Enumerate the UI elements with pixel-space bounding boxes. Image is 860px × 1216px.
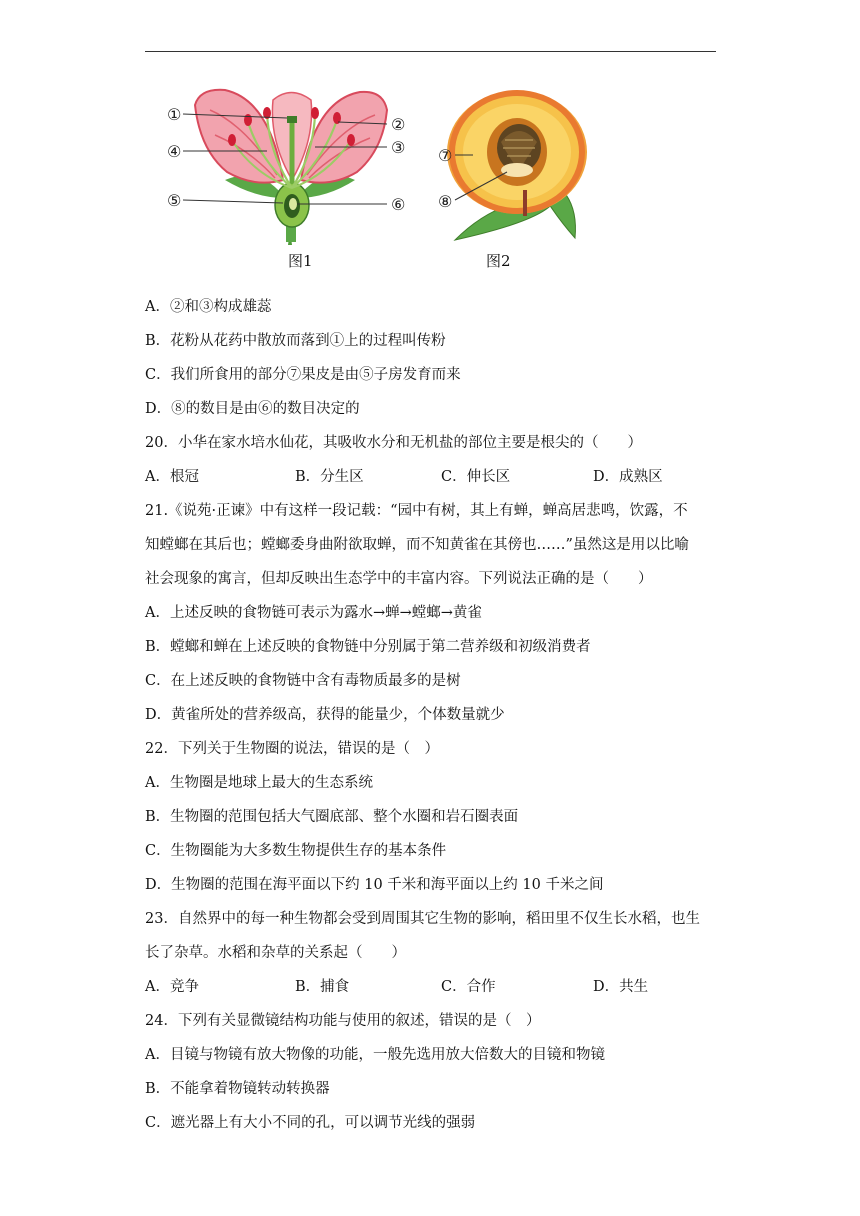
label-1: ① xyxy=(167,105,182,124)
flower-fruit-diagram xyxy=(155,80,595,280)
flower-figure xyxy=(183,90,387,245)
q20-option-a: A．根冠 xyxy=(145,469,199,485)
q19-option-d: D．⑧的数目是由⑥的数目决定的 xyxy=(145,401,360,417)
q21-option-d: D．黄雀所处的营养级高，获得的能量少，个体数量就少 xyxy=(145,707,505,723)
q20-options xyxy=(145,467,705,487)
header-rule xyxy=(145,51,716,52)
q20-option-c: C．伸长区 xyxy=(441,469,511,485)
q20-option-d: D．成熟区 xyxy=(593,469,663,485)
q23-stem-line-1: 23．自然界中的每一种生物都会受到周围其它生物的影响，稻田里不仅生长水稻，也生 xyxy=(145,911,700,927)
label-4: ④ xyxy=(167,142,182,161)
fruit-figure xyxy=(447,90,587,240)
label-7: ⑦ xyxy=(438,146,453,165)
q22-stem: 22．下列关于生物圈的说法，错误的是（ ） xyxy=(145,741,439,757)
q21-stem-line-3: 社会现象的寓言，但却反映出生态学中的丰富内容。下列说法正确的是（ ） xyxy=(145,571,653,587)
q23-option-d: D．共生 xyxy=(593,979,649,995)
q23-option-b: B．捕食 xyxy=(295,979,350,995)
label-2: ② xyxy=(391,115,406,134)
q21-stem-line-1: 21.《说苑·正谏》中有这样一段记载：“园中有树，其上有蝉，蝉高居悲鸣，饮露，不 xyxy=(145,503,688,519)
q23-stem-line-2: 长了杂草。水稻和杂草的关系起（ ） xyxy=(145,945,406,961)
q19-option-b: B．花粉从花药中散放而落到①上的过程叫传粉 xyxy=(145,333,446,349)
q23-option-a: A．竞争 xyxy=(145,979,199,995)
figure-2-caption: 图2 xyxy=(486,252,511,270)
q24-option-c: C．遮光器上有大小不同的孔，可以调节光线的强弱 xyxy=(145,1115,476,1131)
q20-option-b: B．分生区 xyxy=(295,469,364,485)
q19-option-c: C．我们所食用的部分⑦果皮是由⑤子房发育而来 xyxy=(145,367,461,383)
q22-option-c: C．生物圈能为大多数生物提供生存的基本条件 xyxy=(145,843,447,859)
q22-option-b: B．生物圈的范围包括大气圈底部、整个水圈和岩石圈表面 xyxy=(145,809,519,825)
q22-option-a: A．生物圈是地球上最大的生态系统 xyxy=(145,775,373,791)
label-6: ⑥ xyxy=(391,195,406,214)
q24-stem: 24．下列有关显微镜结构功能与使用的叙述，错误的是（ ） xyxy=(145,1013,541,1029)
q22-option-d: D．生物圈的范围在海平面以下约 10 千米和海平面以上约 10 千米之间 xyxy=(145,877,604,893)
q21-stem-line-2: 知螳螂在其后也；螳螂委身曲附欲取蝉，而不知黄雀在其傍也……”虽然这是用以比喻 xyxy=(145,537,689,553)
q24-option-b: B．不能拿着物镜转动转换器 xyxy=(145,1081,330,1097)
label-5: ⑤ xyxy=(167,191,182,210)
q21-option-c: C．在上述反映的食物链中含有毒物质最多的是树 xyxy=(145,673,461,689)
q19-option-a: A．②和③构成雄蕊 xyxy=(145,299,272,315)
q20-stem: 20．小华在家水培水仙花，其吸收水分和无机盐的部位主要是根尖的（ ） xyxy=(145,435,642,451)
q23-option-c: C．合作 xyxy=(441,979,496,995)
label-8: ⑧ xyxy=(438,192,453,211)
q23-options xyxy=(145,977,705,997)
q21-option-a: A．上述反映的食物链可表示为露水→蝉→螳螂→黄雀 xyxy=(145,605,482,621)
label-3: ③ xyxy=(391,138,406,157)
q24-option-a: A．目镜与物镜有放大物像的功能，一般先选用放大倍数大的目镜和物镜 xyxy=(145,1047,605,1063)
figure-1-caption: 图1 xyxy=(288,252,313,270)
figure-area xyxy=(155,80,595,280)
q21-option-b: B．螳螂和蝉在上述反映的食物链中分别属于第二营养级和初级消费者 xyxy=(145,639,591,655)
